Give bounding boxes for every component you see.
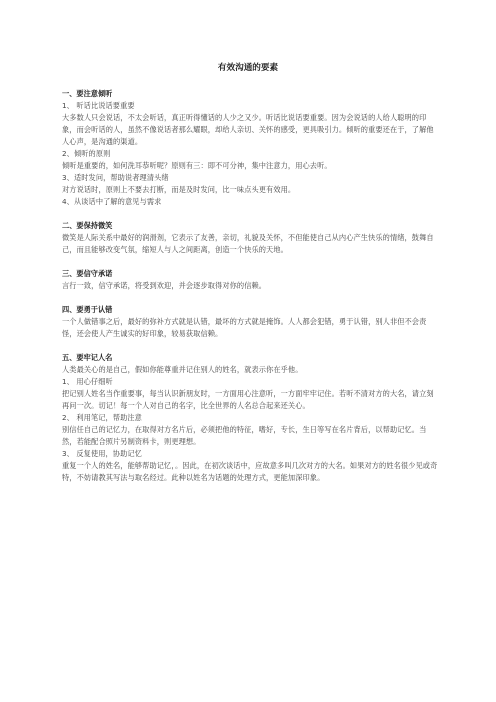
paragraph: 一个人做错事之后，最好的弥补方式就是认错，最坏的方式就是掩饰。人人都会犯错，勇于认错，别人非但不会责怪，还会使人产生诚实的好印象，较易获取信赖。 (62, 317, 427, 338)
paragraph: 言行一致，信守承诺，将受到欢迎，并会逐步取得对你的信赖。 (62, 281, 267, 290)
document-title: 有效沟通的要素 (217, 63, 279, 73)
paragraph: 对方说话时，原则上不要去打断，而是及时发问，比一味点头更有效用。 (62, 185, 296, 194)
section-heading: 四、要勇于认错 (62, 305, 113, 314)
spacer (62, 256, 438, 268)
subheading: 2、倾听的原则 (62, 149, 111, 158)
paragraph: 微笑是人际关系中最好的润滑剂，它表示了友善，亲切，礼貌及关怀，不但能使自己从内心产生快乐的情绪，鼓舞自己，而且能够改变气氛，缩短人与人之间距离，创造一个快乐的天地。 (62, 233, 434, 254)
spacer (62, 292, 438, 304)
section-smile (62, 220, 438, 256)
spacer (62, 340, 438, 352)
subheading: 4、从谈话中了解的意见与需求 (62, 197, 162, 206)
section-promise (62, 268, 438, 292)
paragraph: 重复一个人的姓名，能够帮助记忆，。因此，在初次谈话中，应故意多叫几次对方的大名。如果对方的姓名很少见或奇特，不妨请教其写法与取名经过。此种以姓名为话题的处理方式，更能加深印象。 (62, 461, 438, 482)
subheading: 2、 利用笔记，帮助注意 (62, 413, 142, 422)
paragraph: 人类最关心的是自己，假如你能尊重并记住别人的姓名，就表示你在乎他。 (62, 365, 303, 374)
document-body (62, 88, 438, 484)
section-heading: 三、要信守承诺 (62, 269, 113, 278)
paragraph: 别信任自己的记忆力，在取得对方名片后，必须把他的特征，嗜好，专长，生日等写在名片背后，以帮助记忆。当然，若能配合照片另制资料卡，则更理想。 (62, 425, 427, 446)
section-remember-names (62, 352, 438, 484)
subheading: 1、 听话比说话要重要 (62, 101, 135, 110)
paragraph: 把记别人姓名当作重要事，每当认识新朋友时，一方面用心注意听，一方面牢牢记住。若听不清对方的大名，请立刻再问一次。切记！每一个人对自己的名字，比全世界的人名总合起来还关心。 (62, 389, 434, 410)
section-heading: 一、要注意倾听 (62, 89, 113, 98)
paragraph: 大多数人只会说话，不太会听话，真正听得懂话的人少之又少。听话比说话要重要。因为会说话的人给人聪明的印象，而会听话的人，虽然不像说话者那么耀眼，却给人亲切、关怀的感受，更具吸引力。倾听的重要还在于，了解他人心声，是沟通的渠道。 (62, 113, 434, 146)
subheading: 3、 反复使用，协助记忆 (62, 449, 142, 458)
subheading: 3、适时发问，帮助说者理清头绪 (62, 173, 169, 182)
paragraph: 倾听是重要的，如何洗耳恭听呢？原则有三：即不可分神，集中注意力，用心去听。 (62, 161, 332, 170)
section-listening (62, 88, 438, 208)
subheading: 1、 用心仔细听 (62, 377, 113, 386)
spacer (62, 208, 438, 220)
section-heading: 五、要牢记人名 (62, 353, 113, 362)
section-admit-mistakes (62, 304, 438, 340)
section-heading: 二、要保持微笑 (62, 221, 113, 230)
